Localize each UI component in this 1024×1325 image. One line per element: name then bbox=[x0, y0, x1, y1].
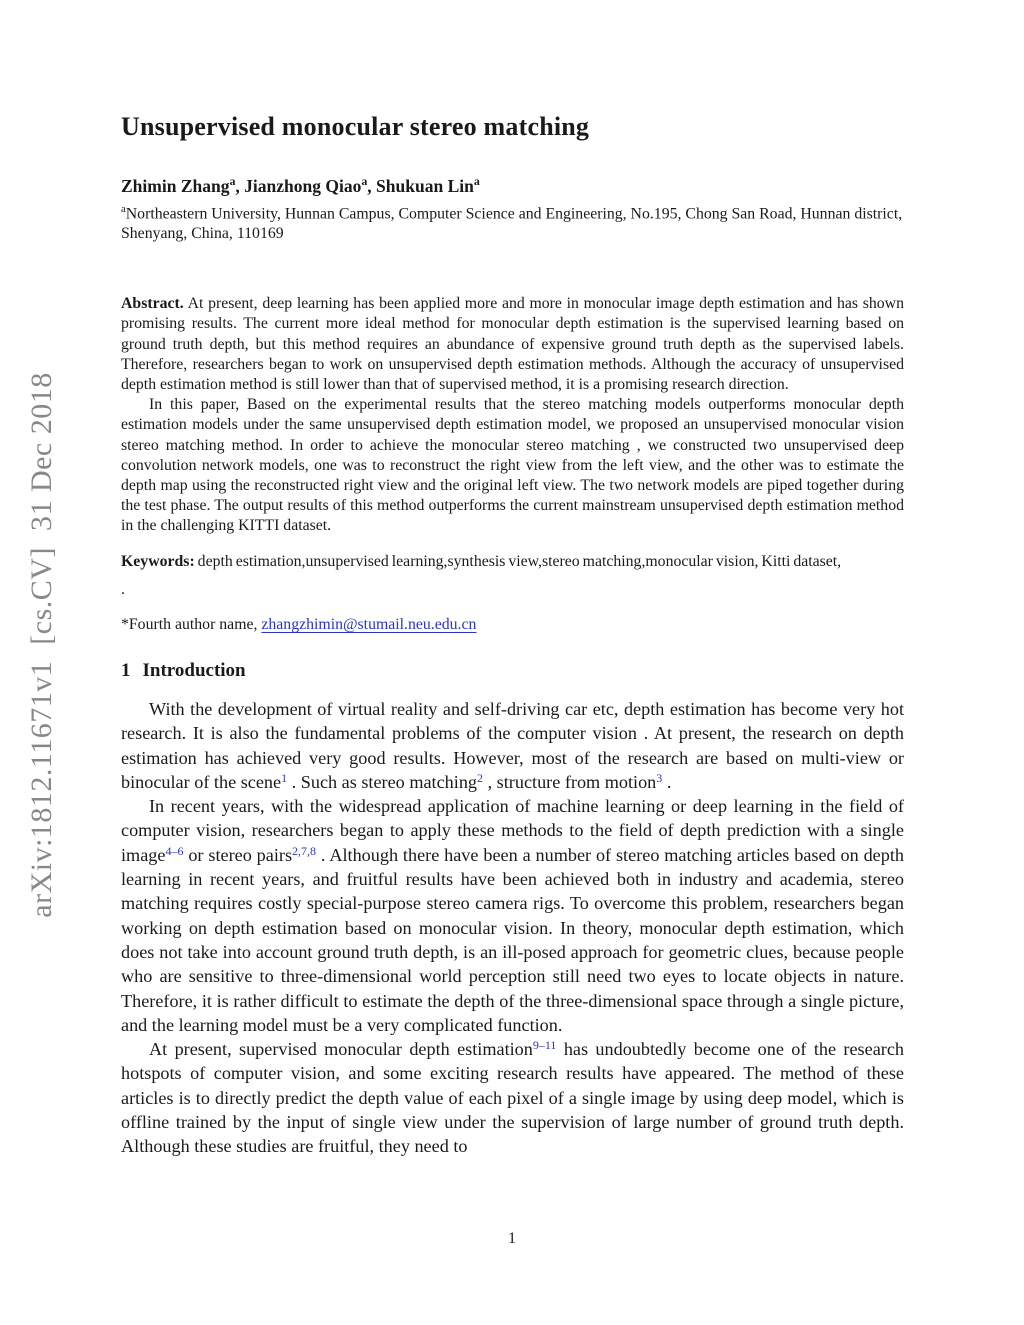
intro-paragraph-2 bbox=[121, 794, 904, 1037]
intro-paragraph-1 bbox=[121, 697, 904, 794]
paragraph-text: , structure from motion bbox=[483, 771, 657, 792]
author-affiliation-mark: a bbox=[229, 174, 236, 188]
citation-link-4-6[interactable]: 4–6 bbox=[165, 843, 184, 858]
intro-paragraph-3 bbox=[121, 1037, 904, 1158]
abstract-label: Abstract. bbox=[121, 295, 184, 313]
paragraph-text: . Although there have been a number of stereo matching articles based on depth learning in recent years, and fruitful results have been achieved both in industry and academia, stereo matching requires costly special-purpose stereo camera rigs. To overcome this problem, researchers began working on depth estimation based on monocular vision. In theory, monocular depth estimation, which does not take into account ground truth depth, is an ill-posed approach for geometric clues, because people who are sensitive to three-dimensional world perception still need two eyes to locate objects in nature. Therefore, it is rather difficult to estimate the depth of the three-dimensional space through a single picture, and the learning model must be a very complicated function. bbox=[121, 844, 904, 1035]
section-title: Introduction bbox=[142, 659, 246, 681]
email-link[interactable]: zhangzhimin@stumail.neu.edu.cn bbox=[261, 615, 477, 633]
affiliation-text: Northeastern University, Hunnan Campus, Computer Science and Engineering, No.195, Chong San Road, Hunnan district, Shenyang, China, 110169 bbox=[121, 205, 903, 243]
keywords-trailing-dot: . bbox=[121, 580, 125, 598]
citation-link-2-7-8[interactable]: 2,7,8 bbox=[292, 843, 317, 858]
citation-link-3[interactable]: 3 bbox=[656, 770, 663, 785]
section-number: 1 bbox=[121, 659, 131, 681]
keywords-line bbox=[121, 552, 904, 572]
author-name: Jianzhong Qiao bbox=[244, 175, 362, 196]
author-separator: , bbox=[235, 175, 245, 196]
abstract-paragraph-1 bbox=[121, 294, 904, 395]
author-name: Zhimin Zhang bbox=[121, 175, 230, 196]
page-content bbox=[121, 0, 904, 1159]
abstract-paragraph-2: In this paper, Based on the experimental results that the stereo matching models outperforms monocular depth estimation models under the same unsupervised depth estimation model, we proposed an unsupervised monocular vision stereo matching method. In order to achieve the monocular stereo matching , we constructed two unsupervised deep convolution network models, one was to reconstruct the right view from the left view, and the other was to estimate the depth map using the reconstructed right view and the original left view. The two network models are piped together during the test phase. The output results of this method outperforms the current mainstream unsupervised depth estimation method in the challenging KITTI dataset. bbox=[121, 396, 904, 535]
paper-title: Unsupervised monocular stereo matching bbox=[121, 112, 590, 141]
author-affiliation-mark: a bbox=[473, 174, 480, 188]
paragraph-text: . Such as stereo matching bbox=[287, 771, 478, 792]
author-separator: , bbox=[367, 175, 377, 196]
footnote-text: *Fourth author name, bbox=[121, 615, 262, 633]
section-heading-introduction bbox=[121, 660, 904, 682]
authors-line bbox=[121, 174, 904, 197]
affiliation bbox=[121, 199, 904, 244]
author-footnote bbox=[121, 616, 904, 634]
paragraph-text: With the development of virtual reality and self-driving car etc, depth estimation has become very hot research. It is also the fundamental problems of the computer vision . At present, the research on depth estimation has achieved very good results. However, most of the research are based on multi-view or binocular of the scene bbox=[121, 698, 904, 792]
affiliation-mark: a bbox=[121, 202, 126, 215]
paragraph-text: At present, supervised monocular depth estimation bbox=[149, 1039, 533, 1060]
abstract-text: At present, deep learning has been applied more and more in monocular image depth estimation and has shown promising results. The current more ideal method for monocular depth estimation is the supervised learning based on ground truth depth, but this method requires an abundance of expensive ground truth depth as the supervised labels. Therefore, researchers began to work on unsupervised depth estimation methods. Although the accuracy of unsupervised depth estimation method is still lower than that of supervised method, it is a promising research direction. bbox=[121, 295, 904, 393]
paragraph-text: or stereo pairs bbox=[183, 844, 293, 865]
page-number: 1 bbox=[508, 1230, 516, 1247]
author-affiliation-mark: a bbox=[361, 174, 368, 188]
paragraph-text: has undoubtedly become one of the research hotspots of computer vision, and some exciting research results have appeared. The method of these articles is to directly predict the depth value of each pixel of a single image by using deep model, which is offline trained by the input of single view under the supervision of large number of ground truth depth. Although these studies are fruitful, they need to bbox=[121, 1039, 904, 1157]
citation-link-1[interactable]: 1 bbox=[281, 770, 288, 785]
paragraph-text: In recent years, with the widespread application of machine learning or deep learning in the field of computer vision, researchers began to apply these methods to the field of depth prediction with a single image bbox=[121, 796, 904, 865]
arxiv-watermark: arXiv:1812.11671v1 [cs.CV] 31 Dec 2018 bbox=[25, 372, 58, 918]
keywords-text: depth estimation,unsupervised learning,synthesis view,stereo matching,monocular vision, Kitti dataset, bbox=[194, 552, 842, 570]
keywords-label: Keywords: bbox=[121, 552, 195, 570]
paragraph-text: . bbox=[662, 771, 672, 792]
author-name: Shukuan Lin bbox=[376, 175, 474, 196]
citation-link-9-11[interactable]: 9–11 bbox=[532, 1038, 557, 1053]
citation-link-2[interactable]: 2 bbox=[477, 770, 484, 785]
